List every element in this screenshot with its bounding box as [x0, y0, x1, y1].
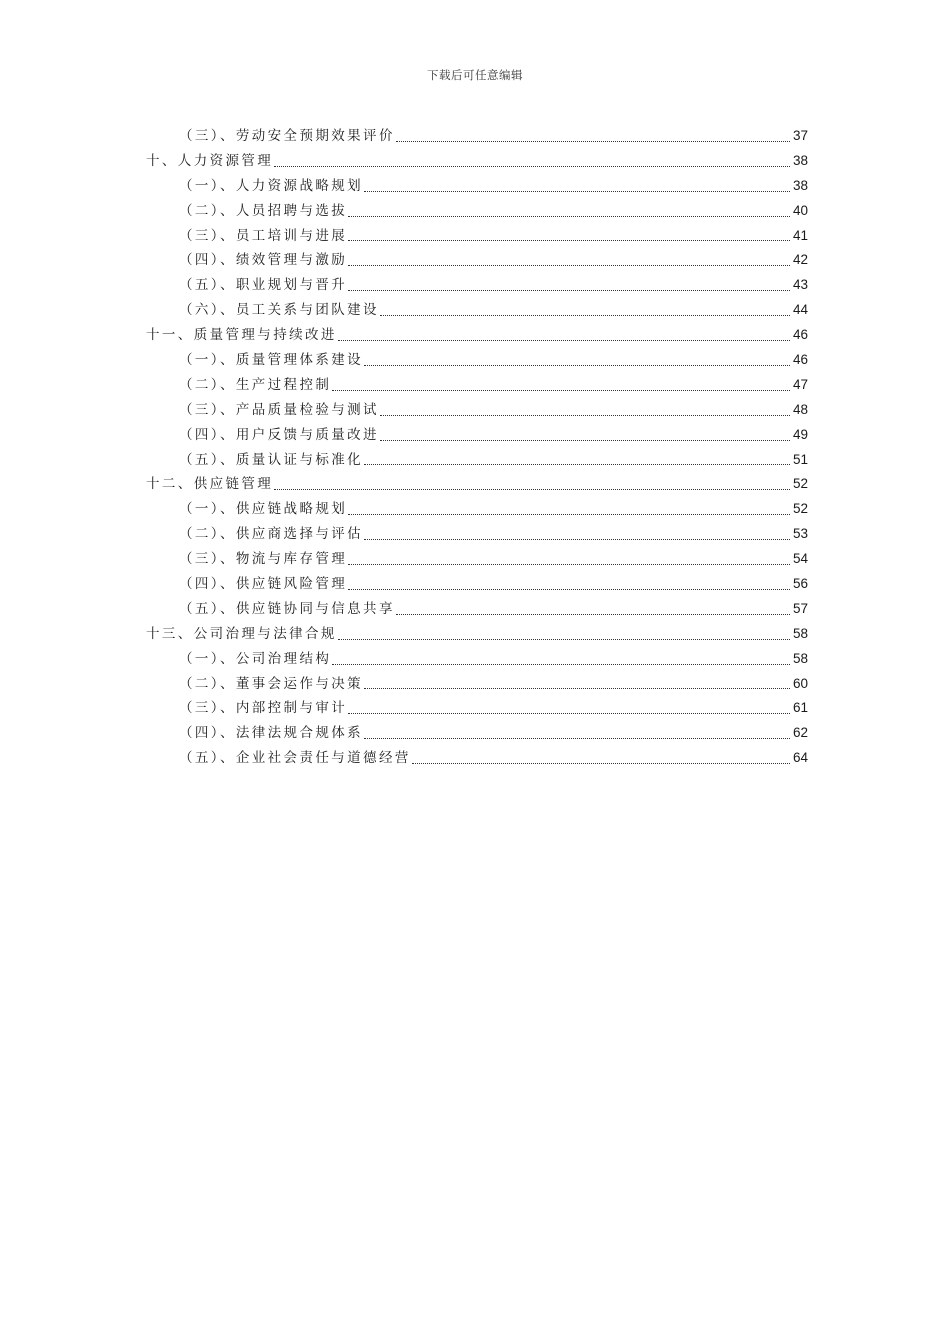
- toc-section-entry[interactable]: [146, 248, 808, 273]
- toc-dot-leader: [338, 639, 790, 640]
- toc-dot-leader: [364, 738, 790, 739]
- toc-dot-leader: [364, 365, 790, 366]
- toc-section-entry[interactable]: [146, 522, 808, 547]
- toc-entry-title: 十、人力资源管理: [146, 152, 274, 169]
- table-of-contents: [146, 124, 808, 771]
- toc-page-number: 44: [792, 302, 808, 318]
- toc-page-number: 57: [792, 600, 808, 616]
- toc-section-entry[interactable]: [146, 597, 808, 622]
- toc-dot-leader: [348, 514, 790, 515]
- toc-chapter-entry[interactable]: [146, 149, 808, 174]
- toc-section-entry[interactable]: [146, 746, 808, 771]
- toc-entry-title: （五）、职业规划与晋升: [179, 277, 348, 294]
- toc-dot-leader: [412, 763, 790, 764]
- toc-page-number: 46: [792, 352, 808, 367]
- toc-dot-leader: [348, 564, 790, 565]
- toc-section-entry[interactable]: [146, 398, 808, 423]
- toc-entry-title: （五）、企业社会责任与道德经营: [179, 750, 411, 767]
- toc-entry-title: （三）、产品质量检验与测试: [179, 401, 379, 418]
- toc-entry-title: （二）、供应商选择与评估: [179, 526, 364, 543]
- toc-dot-leader: [348, 589, 790, 590]
- toc-page-number: 46: [792, 327, 808, 343]
- toc-page-number: 48: [792, 401, 808, 417]
- toc-chapter-entry[interactable]: [146, 323, 808, 348]
- toc-dot-leader: [274, 166, 790, 167]
- toc-entry-title: （五）、质量认证与标准化: [179, 451, 364, 468]
- toc-section-entry[interactable]: [146, 373, 808, 398]
- toc-entry-title: （三）、物流与库存管理: [179, 551, 348, 568]
- toc-page-number: 60: [792, 675, 808, 691]
- toc-entry-title: （五）、供应链协同与信息共享: [179, 600, 395, 617]
- toc-dot-leader: [380, 415, 790, 416]
- page-header: 下载后可任意编辑: [427, 68, 523, 82]
- toc-page-number: 42: [792, 252, 808, 268]
- toc-section-entry[interactable]: [146, 174, 808, 199]
- toc-entry-title: （四）、用户反馈与质量改进: [179, 426, 379, 443]
- toc-entry-title: （六）、员工关系与团队建设: [179, 302, 379, 319]
- toc-dot-leader: [348, 240, 790, 241]
- toc-section-entry[interactable]: [146, 298, 808, 323]
- toc-page-number: 40: [792, 202, 808, 218]
- toc-page-number: 62: [792, 725, 808, 741]
- toc-section-entry[interactable]: [146, 448, 808, 473]
- toc-page-number: 41: [792, 227, 808, 243]
- toc-section-entry[interactable]: [146, 348, 808, 373]
- toc-dot-leader: [338, 340, 790, 341]
- toc-section-entry[interactable]: [146, 497, 808, 522]
- toc-entry-title: （三）、劳动安全预期效果评价: [179, 127, 395, 144]
- toc-dot-leader: [380, 315, 790, 316]
- toc-entry-title: （一）、质量管理体系建设: [179, 352, 364, 368]
- toc-entry-title: （二）、生产过程控制: [179, 376, 332, 393]
- toc-page-number: 58: [792, 650, 808, 666]
- toc-dot-leader: [332, 390, 790, 391]
- toc-dot-leader: [274, 489, 790, 490]
- toc-entry-title: 十一、质量管理与持续改进: [146, 327, 337, 344]
- toc-section-entry[interactable]: [146, 547, 808, 572]
- toc-entry-title: （二）、人员招聘与选拔: [179, 202, 348, 219]
- toc-section-entry[interactable]: [146, 273, 808, 298]
- toc-entry-title: （三）、内部控制与审计: [179, 700, 348, 717]
- toc-entry-title: （一）、人力资源战略规划: [179, 177, 364, 194]
- toc-entry-title: （四）、供应链风险管理: [179, 576, 348, 593]
- toc-page-number: 54: [792, 551, 808, 567]
- toc-entry-title: （三）、员工培训与进展: [179, 227, 348, 244]
- toc-dot-leader: [332, 664, 790, 665]
- toc-dot-leader: [348, 216, 790, 217]
- toc-dot-leader: [364, 688, 790, 689]
- toc-section-entry[interactable]: [146, 647, 808, 672]
- toc-page-number: 64: [792, 750, 808, 766]
- toc-section-entry[interactable]: [146, 572, 808, 597]
- toc-page-number: 37: [792, 127, 808, 143]
- toc-entry-title: （四）、绩效管理与激励: [179, 252, 348, 269]
- toc-page-number: 43: [792, 277, 808, 293]
- toc-dot-leader: [364, 539, 790, 540]
- toc-dot-leader: [364, 464, 790, 465]
- toc-section-entry[interactable]: [146, 672, 808, 697]
- toc-dot-leader: [380, 440, 790, 441]
- toc-section-entry[interactable]: [146, 423, 808, 448]
- toc-chapter-entry[interactable]: [146, 472, 808, 497]
- toc-chapter-entry[interactable]: [146, 622, 808, 647]
- toc-section-entry[interactable]: [146, 696, 808, 721]
- toc-entry-title: 十二、供应链管理: [146, 476, 274, 493]
- toc-entry-title: （四）、法律法规合规体系: [179, 725, 364, 742]
- toc-entry-title: 十三、公司治理与法律合规: [146, 625, 337, 642]
- toc-section-entry[interactable]: [146, 721, 808, 746]
- toc-page-number: 52: [792, 501, 808, 517]
- toc-page-number: 38: [792, 177, 808, 193]
- toc-page-number: 58: [792, 625, 808, 641]
- toc-page-number: 61: [792, 700, 808, 716]
- toc-entry-title: （一）、公司治理结构: [179, 650, 332, 667]
- toc-section-entry[interactable]: [146, 224, 808, 249]
- toc-entry-title: （一）、供应链战略规划: [179, 501, 348, 518]
- toc-section-entry[interactable]: [146, 124, 808, 149]
- toc-dot-leader: [348, 713, 790, 714]
- toc-page-number: 56: [792, 576, 808, 592]
- toc-page-number: 52: [792, 476, 808, 492]
- toc-dot-leader: [348, 290, 790, 291]
- toc-dot-leader: [396, 614, 790, 615]
- toc-page-number: 51: [792, 451, 808, 467]
- toc-page-number: 49: [792, 426, 808, 442]
- toc-dot-leader: [396, 141, 790, 142]
- toc-section-entry[interactable]: [146, 199, 808, 224]
- toc-dot-leader: [348, 265, 790, 266]
- toc-page-number: 47: [792, 376, 808, 392]
- toc-dot-leader: [364, 191, 790, 192]
- toc-page-number: 53: [792, 526, 808, 542]
- toc-page-number: 38: [792, 152, 808, 168]
- toc-entry-title: （二）、董事会运作与决策: [179, 675, 364, 692]
